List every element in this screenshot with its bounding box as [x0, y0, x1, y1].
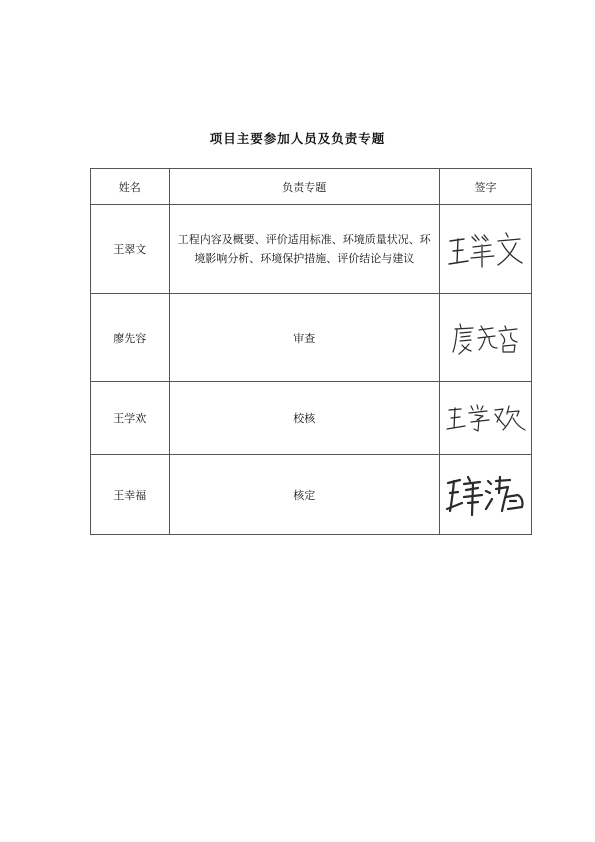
table-row [91, 294, 532, 382]
header-topic: 负责专题 [169, 169, 439, 205]
header-signature: 签字 [440, 169, 532, 205]
cell-topic: 核定 [169, 455, 439, 535]
page-title: 项目主要参加人员及负责专题 [209, 131, 386, 146]
table-row [91, 455, 532, 535]
cell-name: 廖先容 [91, 294, 170, 382]
staff-table [90, 168, 532, 535]
table-header-row [91, 169, 532, 205]
signature-image [440, 205, 532, 294]
cell-topic: 校核 [169, 382, 439, 455]
table-row [91, 382, 532, 455]
signature-image [440, 382, 532, 455]
cell-name: 王幸福 [91, 455, 170, 535]
cell-topic: 审查 [169, 294, 439, 382]
signature-image [440, 294, 532, 382]
table-row [91, 205, 532, 294]
cell-name: 王学欢 [91, 382, 170, 455]
signature-image [440, 455, 532, 535]
header-name: 姓名 [91, 169, 170, 205]
cell-name: 王翠文 [91, 205, 170, 294]
cell-topic: 工程内容及概要、评价适用标准、环境质量状况、环境影响分析、环境保护措施、评价结论与建议 [169, 205, 439, 294]
